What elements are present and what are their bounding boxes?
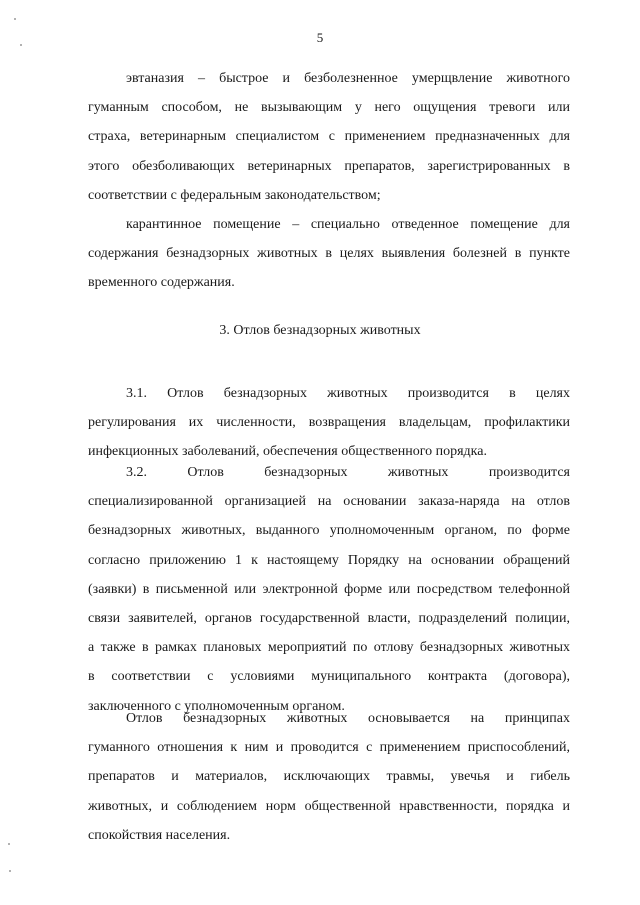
definition-quarantine-room bbox=[88, 210, 570, 298]
scan-speck bbox=[20, 44, 22, 46]
text-line: 3.1. Отлов безнадзорных животных производится в целях bbox=[126, 386, 570, 401]
text-line: эвтаназия – быстрое и безболезненное умерщвление животного bbox=[126, 71, 570, 86]
text-line: спокойствия населения. bbox=[88, 827, 231, 843]
definitions-block bbox=[88, 64, 570, 298]
paragraph-3-1 bbox=[88, 379, 570, 467]
text-line: временного содержания. bbox=[88, 275, 235, 291]
text-line: содержания безнадзорных животных в целях выявления болезней в пункте bbox=[88, 246, 570, 262]
paragraph-humane-principles bbox=[88, 704, 570, 850]
text-line: специализированной организацией на основании заказа-наряда на отлов bbox=[88, 494, 570, 510]
text-line: инфекционных заболеваний, обеспечения общественного порядка. bbox=[88, 444, 487, 460]
text-line: связи заявителей, органов государственной власти, подразделений полиции, bbox=[88, 610, 570, 626]
definition-euthanasia bbox=[88, 64, 570, 210]
text-line: животных, и соблюдением норм общественной нравственности, порядка и bbox=[88, 798, 570, 814]
text-line: препаратов и материалов, исключающих травмы, увечья и гибель bbox=[88, 769, 570, 785]
text-line: карантинное помещение – специально отведенное помещение для bbox=[126, 216, 570, 232]
text-line: Отлов безнадзорных животных основывается на принципах bbox=[126, 711, 570, 726]
text-line: этого обезболивающих ветеринарных препаратов, зарегистрированных в bbox=[88, 158, 570, 174]
text-line: гуманным способом, не вызывающим у него ощущения тревоги или bbox=[88, 100, 570, 116]
text-line: гуманного отношения к ним и проводится с применением приспособлений, bbox=[88, 740, 570, 756]
text-line: 3.2. Отлов безнадзорных животных производится bbox=[126, 465, 570, 480]
text-line: регулирования их численности, возвращения владельцам, профилактики bbox=[88, 415, 570, 431]
scan-speck bbox=[9, 870, 11, 872]
text-line: страха, ветеринарным специалистом с применением предназначенных для bbox=[88, 129, 570, 145]
section-heading: 3. Отлов безнадзорных животных bbox=[219, 323, 421, 338]
scan-speck bbox=[14, 18, 16, 20]
page-number: 5 bbox=[316, 30, 324, 45]
text-line: заключенного с уполномоченным органом. bbox=[88, 698, 345, 714]
text-line: в соответствии с условиями муниципального контракта (договора), bbox=[88, 669, 570, 685]
text-line: а также в рамках плановых мероприятий по отлову безнадзорных животных bbox=[88, 640, 570, 656]
paragraph-3-2 bbox=[88, 458, 570, 721]
text-line: соответствии с федеральным законодательством; bbox=[88, 187, 381, 203]
text-line: безнадзорных животных, выданного уполномоченным органом, по форме bbox=[88, 523, 570, 539]
text-line: (заявки) в письменной или электронной форме или посредством телефонной bbox=[88, 581, 570, 597]
text-line: согласно приложению 1 к настоящему Порядку на основании обращений bbox=[88, 552, 570, 568]
scan-speck bbox=[8, 843, 10, 845]
